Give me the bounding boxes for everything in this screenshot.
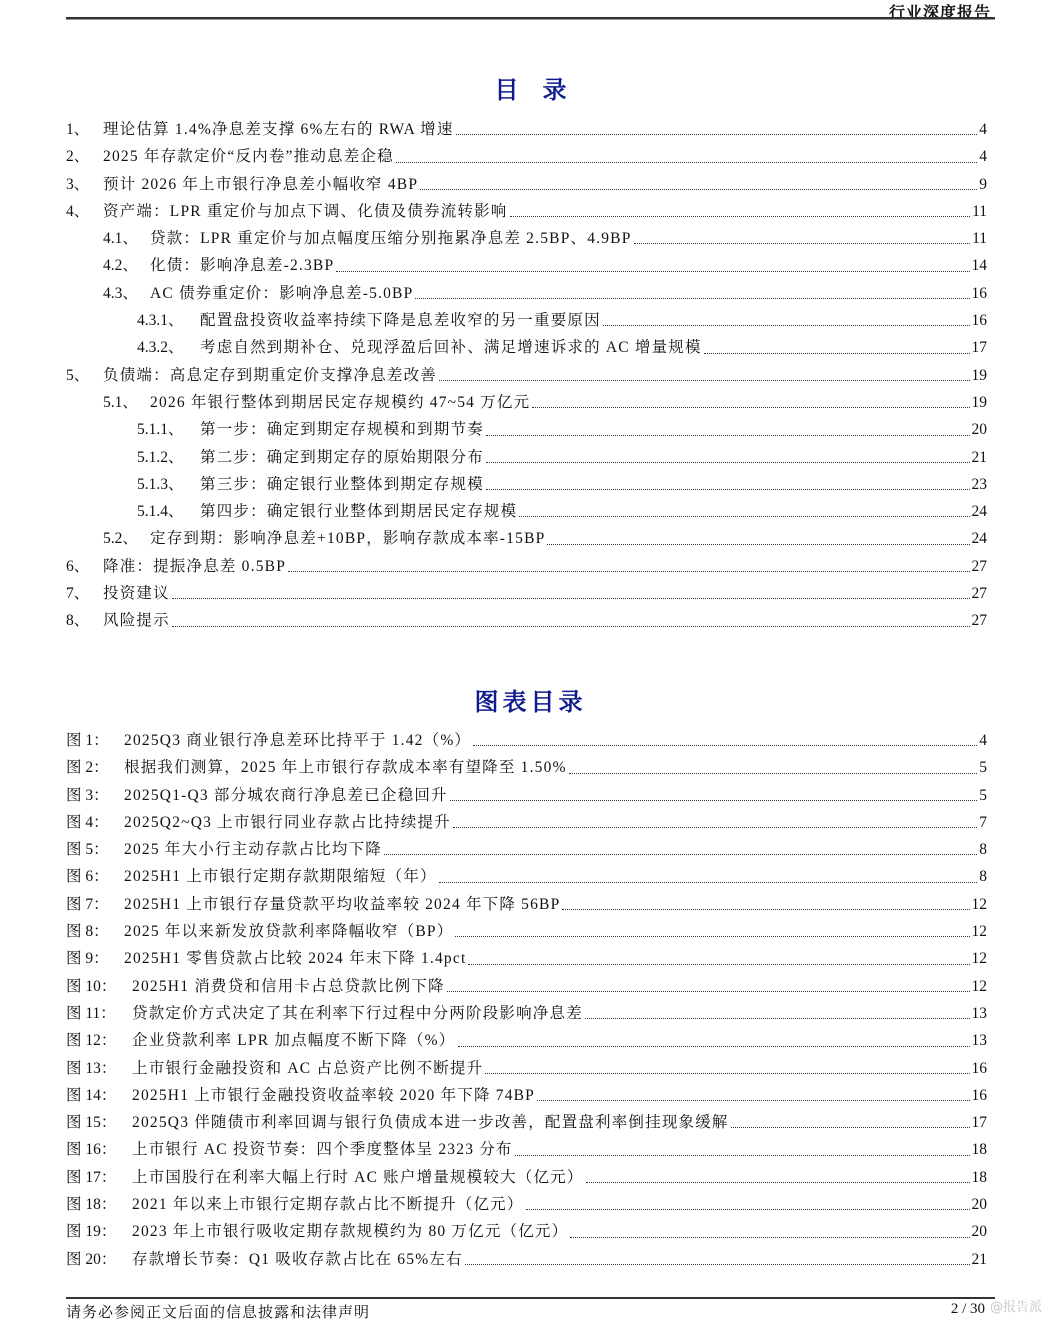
entry-number: 5、 xyxy=(66,366,90,384)
entry-page-number[interactable]: 18 xyxy=(971,1168,987,1186)
entry-number: 1、 xyxy=(66,121,90,138)
entry-number: 5.1.1、 xyxy=(137,421,184,439)
entry-number: 4.1、 xyxy=(103,230,138,248)
entry-page-number[interactable]: 8 xyxy=(979,868,987,886)
dot-leader xyxy=(537,1100,969,1101)
entry-title[interactable]: 考虑自然到期补仓、兑现浮盈后回补、满足增速诉求的 AC 增量规模 xyxy=(200,339,702,357)
entry-title[interactable]: 上市国股行在利率大幅上行时 AC 账户增量规模较大（亿元） xyxy=(132,1168,584,1186)
entry-page-number[interactable]: 11 xyxy=(972,202,987,220)
dot-leader xyxy=(439,380,969,381)
dot-leader xyxy=(634,243,971,244)
entry-page-number[interactable]: 24 xyxy=(971,503,987,521)
dot-leader xyxy=(468,964,969,965)
figure-entry[interactable] xyxy=(66,836,987,863)
entry-title[interactable]: 配置盘投资收益率持续下降是息差收窄的另一重要原因 xyxy=(200,312,601,330)
entry-page-number[interactable]: 9 xyxy=(979,175,987,193)
figure-entry[interactable] xyxy=(66,754,987,781)
dot-leader xyxy=(704,353,970,354)
entry-number: 5.1.4、 xyxy=(137,503,184,521)
dot-leader xyxy=(455,936,969,937)
entry-page-number[interactable]: 27 xyxy=(971,612,987,630)
figure-entry[interactable] xyxy=(66,809,987,836)
entry-number: 4.3.2、 xyxy=(137,339,184,357)
dot-leader xyxy=(532,407,969,408)
entry-number: 图 8： xyxy=(66,923,109,941)
toc-entry[interactable] xyxy=(66,471,987,498)
entry-number: 图 12： xyxy=(66,1032,117,1050)
entry-title[interactable]: 贷款：LPR 重定价与加点幅度压缩分别拖累净息差 2.5BP、4.9BP xyxy=(150,230,632,248)
entry-page-number[interactable]: 20 xyxy=(971,421,987,439)
entry-page-number[interactable]: 20 xyxy=(971,1223,987,1241)
dot-leader xyxy=(396,162,977,163)
entry-number: 图 15： xyxy=(66,1114,117,1132)
entry-page-number[interactable]: 21 xyxy=(971,1250,987,1268)
entry-number: 4.3.1、 xyxy=(137,312,184,330)
entry-page-number[interactable]: 14 xyxy=(971,257,987,275)
entry-title[interactable]: 上市银行 AC 投资节奏：四个季度整体呈 2323 分布 xyxy=(132,1141,513,1159)
entry-title[interactable]: 化债：影响净息差-2.3BP xyxy=(150,257,335,275)
figure-entry[interactable] xyxy=(66,1000,987,1027)
entry-title[interactable]: 存款增长节奏：Q1 吸收存款占比在 65%左右 xyxy=(132,1250,463,1268)
entry-title[interactable]: 2025 年大小行主动存款占比均下降 xyxy=(124,841,382,859)
dot-leader xyxy=(485,1073,969,1074)
figure-entry[interactable] xyxy=(66,945,987,972)
entry-number: 图 14： xyxy=(66,1086,117,1104)
entry-title[interactable]: 降准：提振净息差 0.5BP xyxy=(103,557,287,575)
watermark-logo: @报告派 xyxy=(990,1300,1043,1315)
dot-leader xyxy=(473,745,977,746)
dot-leader xyxy=(570,1237,969,1238)
dot-leader xyxy=(510,216,971,217)
entry-number: 图 5： xyxy=(66,841,109,859)
entry-title[interactable]: 2026 年银行整体到期居民定存规模约 47~54 万亿元 xyxy=(150,393,531,411)
entry-number: 图 4： xyxy=(66,813,109,831)
entry-page-number[interactable]: 23 xyxy=(971,475,987,493)
entry-title[interactable]: 理论估算 1.4%净息差支撑 6%左右的 RWA 增速 xyxy=(103,121,454,138)
toc-entry[interactable] xyxy=(66,171,987,198)
dot-leader xyxy=(465,1264,970,1265)
figure-entry[interactable] xyxy=(66,1191,987,1218)
toc-entry[interactable] xyxy=(66,416,987,443)
entry-page-number[interactable]: 5 xyxy=(979,759,987,777)
figure-entry[interactable] xyxy=(66,782,987,809)
dot-leader xyxy=(447,991,970,992)
entry-title[interactable]: 第二步：确定到期定存的原始期限分布 xyxy=(200,448,484,466)
entry-title[interactable]: 2025Q3 伴随债市利率回调与银行负债成本进一步改善，配置盘利率倒挂现象缓解 xyxy=(132,1114,729,1132)
dot-leader xyxy=(458,1046,970,1047)
figure-entry[interactable] xyxy=(66,863,987,890)
toc-entry[interactable] xyxy=(66,334,987,361)
entry-number: 5.1.3、 xyxy=(137,475,184,493)
entry-title[interactable]: 风险提示 xyxy=(103,612,170,630)
entry-title[interactable]: 2025H1 上市银行定期存款期限缩短（年） xyxy=(124,868,437,886)
entry-title[interactable]: AC 债券重定价：影响净息差-5.0BP xyxy=(150,284,414,302)
figure-entry[interactable] xyxy=(66,891,987,918)
entry-number: 图 13： xyxy=(66,1059,117,1077)
figure-entry[interactable] xyxy=(66,1027,987,1054)
toc-entry[interactable] xyxy=(66,307,987,334)
toc-entry[interactable] xyxy=(66,252,987,279)
entry-title[interactable]: 第三步：确定银行业整体到期定存规模 xyxy=(200,475,484,493)
entry-title[interactable]: 2025 年存款定价“反内卷”推动息差企稳 xyxy=(103,148,394,166)
entry-number: 图 9： xyxy=(66,950,109,968)
entry-number: 图 20： xyxy=(66,1250,117,1268)
toc-entry[interactable] xyxy=(66,116,987,143)
dot-leader xyxy=(731,1127,970,1128)
entry-page-number[interactable]: 16 xyxy=(971,1059,987,1077)
toc-entry[interactable] xyxy=(66,525,987,552)
entry-page-number[interactable]: 12 xyxy=(971,895,987,913)
entry-number: 图 16： xyxy=(66,1141,117,1159)
entry-title[interactable]: 负债端：高息定存到期重定价支撑净息差改善 xyxy=(103,366,438,384)
toc-entry[interactable] xyxy=(66,444,987,471)
figure-entry[interactable] xyxy=(66,973,987,1000)
entry-title[interactable]: 第四步：确定银行业整体到期居民定存规模 xyxy=(200,503,518,521)
entry-number: 图 2： xyxy=(66,759,109,777)
entry-page-number[interactable]: 21 xyxy=(971,448,987,466)
entry-page-number[interactable]: 13 xyxy=(971,1032,987,1050)
figure-entry[interactable] xyxy=(66,1136,987,1163)
entry-page-number[interactable]: 11 xyxy=(972,230,987,248)
entry-page-number[interactable]: 19 xyxy=(971,366,987,384)
entry-title[interactable]: 企业贷款利率 LPR 加点幅度不断下降（%） xyxy=(132,1032,456,1050)
entry-page-number[interactable]: 4 xyxy=(979,121,987,138)
entry-number: 图 1： xyxy=(66,732,109,749)
toc-entry[interactable] xyxy=(66,498,987,525)
entry-number: 4、 xyxy=(66,202,90,220)
entry-title[interactable]: 资产端：LPR 重定价与加点下调、化债及债券流转影响 xyxy=(103,202,508,220)
figure-entry[interactable] xyxy=(66,1246,987,1273)
dot-leader xyxy=(515,1155,970,1156)
entry-number: 图 10： xyxy=(66,977,117,995)
entry-title[interactable]: 2025H1 零售贷款占比较 2024 年末下降 1.4pct xyxy=(124,950,467,968)
dot-leader xyxy=(547,544,969,545)
entry-page-number[interactable]: 27 xyxy=(971,585,987,603)
entry-title[interactable]: 贷款定价方式决定了其在利率下行过程中分两阶段影响净息差 xyxy=(132,1004,583,1022)
dot-leader xyxy=(526,1209,970,1210)
figure-entry[interactable] xyxy=(66,1218,987,1245)
entry-title[interactable]: 定存到期：影响净息差+10BP，影响存款成本率-15BP xyxy=(150,530,546,548)
dot-leader xyxy=(569,773,977,774)
dot-leader xyxy=(486,462,970,463)
entry-page-number[interactable]: 16 xyxy=(971,1086,987,1104)
footer-rule xyxy=(66,1297,995,1299)
entry-page-number[interactable]: 12 xyxy=(971,923,987,941)
dot-leader xyxy=(453,827,977,828)
entry-page-number[interactable]: 7 xyxy=(979,813,987,831)
entry-title[interactable]: 2025 年以来新发放贷款利率降幅收窄（BP） xyxy=(124,923,454,941)
entry-number: 图 17： xyxy=(66,1168,117,1186)
entry-page-number[interactable]: 24 xyxy=(971,530,987,548)
dot-leader xyxy=(384,854,977,855)
dot-leader xyxy=(439,882,977,883)
entry-number: 图 19： xyxy=(66,1223,117,1241)
dot-leader xyxy=(172,598,970,599)
toc-entry[interactable] xyxy=(66,607,987,634)
figure-entry[interactable] xyxy=(66,1164,987,1191)
entry-page-number[interactable]: 27 xyxy=(971,557,987,575)
entry-page-number[interactable]: 16 xyxy=(971,312,987,330)
entry-page-number[interactable]: 12 xyxy=(971,950,987,968)
dot-leader xyxy=(585,1018,970,1019)
entry-number: 6、 xyxy=(66,557,90,575)
figure-index-list xyxy=(66,727,987,1273)
entry-page-number[interactable]: 13 xyxy=(971,1004,987,1022)
dot-leader xyxy=(586,1182,970,1183)
dot-leader xyxy=(519,516,969,517)
entry-number: 图 3： xyxy=(66,786,109,804)
entry-page-number[interactable]: 4 xyxy=(979,148,987,166)
entry-number: 7、 xyxy=(66,585,90,603)
dot-leader xyxy=(336,271,969,272)
entry-title[interactable]: 2023 年上市银行吸收定期存款规模约为 80 万亿元（亿元） xyxy=(132,1223,569,1241)
entry-title[interactable]: 预计 2026 年上市银行净息差小幅收窄 4BP xyxy=(103,175,419,193)
entry-title[interactable]: 2021 年以来上市银行定期存款占比不断提升（亿元） xyxy=(132,1196,524,1214)
toc-entry[interactable] xyxy=(66,580,987,607)
entry-number: 4.2、 xyxy=(103,257,138,275)
entry-page-number[interactable]: 4 xyxy=(979,732,987,749)
dot-leader xyxy=(415,298,969,299)
figure-entry[interactable] xyxy=(66,1082,987,1109)
toc-entry[interactable] xyxy=(66,553,987,580)
figure-entry[interactable] xyxy=(66,1109,987,1136)
entry-number: 2、 xyxy=(66,148,90,166)
entry-number: 5.1、 xyxy=(103,393,138,411)
toc-entry[interactable] xyxy=(66,280,987,307)
entry-title[interactable]: 2025Q3 商业银行净息差环比持平于 1.42（%） xyxy=(124,732,472,749)
toc-title: 目录 xyxy=(494,76,591,104)
entry-number: 3、 xyxy=(66,175,90,193)
entry-number: 4.3、 xyxy=(103,284,138,302)
figure-index-title: 图表目录 xyxy=(474,688,587,716)
entry-title[interactable]: 2025H1 上市银行存量贷款平均收益率较 2024 年下降 56BP xyxy=(124,895,561,913)
toc-list xyxy=(66,116,987,635)
entry-number: 5.2、 xyxy=(103,530,138,548)
dot-leader xyxy=(456,134,977,135)
footer-disclaimer: 请务必参阅正文后面的信息披露和法律声明 xyxy=(66,1305,371,1321)
dot-leader xyxy=(172,626,970,627)
entry-title[interactable]: 2025H1 消费贷和信用卡占总贷款比例下降 xyxy=(132,977,445,995)
entry-title[interactable]: 2025Q2~Q3 上市银行同业存款占比持续提升 xyxy=(124,813,451,831)
page-indicator: 2 / 30 xyxy=(950,1301,985,1317)
entry-page-number[interactable]: 17 xyxy=(971,339,987,357)
dot-leader xyxy=(486,489,970,490)
toc-entry[interactable] xyxy=(66,225,987,252)
dot-leader xyxy=(486,435,970,436)
entry-title[interactable]: 2025Q1-Q3 部分城农商行净息差已企稳回升 xyxy=(124,786,448,804)
dot-leader xyxy=(562,909,969,910)
header-rule xyxy=(66,17,995,20)
entry-page-number[interactable]: 17 xyxy=(971,1114,987,1132)
toc-entry[interactable] xyxy=(66,198,987,225)
entry-title[interactable]: 2025H1 上市银行金融投资收益率较 2020 年下降 74BP xyxy=(132,1086,536,1104)
entry-number: 5.1.2、 xyxy=(137,448,184,466)
figure-entry[interactable] xyxy=(66,727,987,754)
entry-page-number[interactable]: 16 xyxy=(971,284,987,302)
entry-title[interactable]: 上市银行金融投资和 AC 占总资产比例不断提升 xyxy=(132,1059,484,1077)
entry-number: 图 18： xyxy=(66,1196,117,1214)
entry-page-number[interactable]: 8 xyxy=(979,841,987,859)
entry-page-number[interactable]: 5 xyxy=(979,786,987,804)
entry-number: 图 11： xyxy=(66,1004,116,1022)
entry-page-number[interactable]: 19 xyxy=(971,393,987,411)
toc-entry[interactable] xyxy=(66,362,987,389)
entry-number: 8、 xyxy=(66,612,90,630)
dot-leader xyxy=(450,800,977,801)
figure-entry[interactable] xyxy=(66,1055,987,1082)
entry-page-number[interactable]: 20 xyxy=(971,1196,987,1214)
entry-number: 图 6： xyxy=(66,868,109,886)
dot-leader xyxy=(420,189,977,190)
toc-entry[interactable] xyxy=(66,389,987,416)
dot-leader xyxy=(603,325,970,326)
figure-entry[interactable] xyxy=(66,918,987,945)
entry-title[interactable]: 投资建议 xyxy=(103,585,170,603)
dot-leader xyxy=(288,571,969,572)
entry-title[interactable]: 第一步：确定到期定存规模和到期节奏 xyxy=(200,421,484,439)
toc-entry[interactable] xyxy=(66,143,987,170)
entry-page-number[interactable]: 18 xyxy=(971,1141,987,1159)
entry-title[interactable]: 根据我们测算，2025 年上市银行存款成本率有望降至 1.50% xyxy=(124,759,567,777)
entry-page-number[interactable]: 12 xyxy=(971,977,987,995)
entry-number: 图 7： xyxy=(66,895,109,913)
report-type-label: 行业深度报告 xyxy=(888,5,991,22)
